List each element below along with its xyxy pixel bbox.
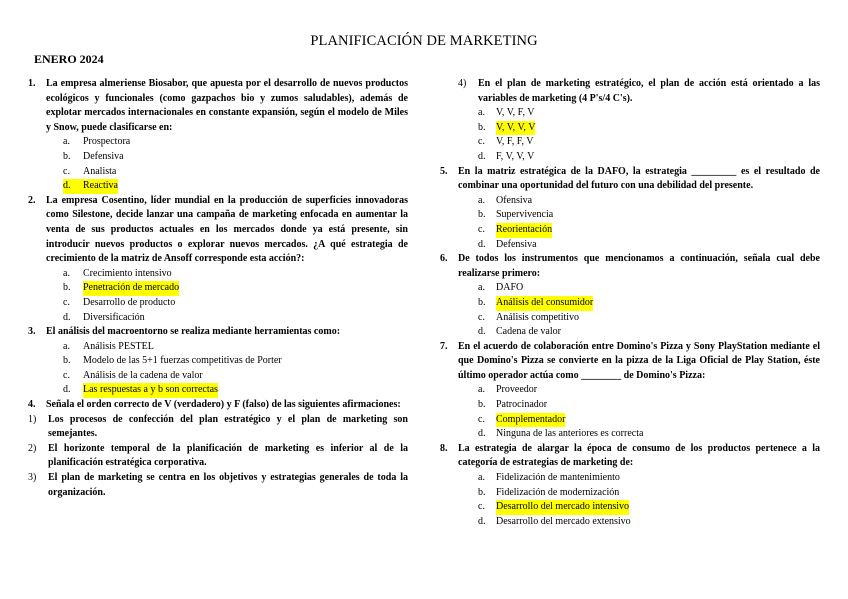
option-c: c. Análisis competitivo xyxy=(478,311,580,323)
option-c-highlighted: c. Complementador xyxy=(440,413,820,428)
options-list xyxy=(440,471,820,529)
question-number: 3. xyxy=(28,326,36,338)
option-c-highlighted: c. Desarrollo del mercado intensivo xyxy=(440,500,820,515)
option-a: a. Análisis PESTEL xyxy=(63,340,154,352)
option-d-highlighted: d. Las respuestas a y b son correctas xyxy=(28,383,408,398)
question-text: La empresa almeriense Biosabor, que apuesta por el desarrollo de nuevos productos ecológicos y funcionales (como gazpachos bio y zumos saludables), además de explotar mercados internacionales en constante expansión, según el modelo de Miles y Snow, puede clasificarse en: xyxy=(46,78,408,133)
option-a: a. Prospectora xyxy=(63,136,131,148)
options-list xyxy=(28,135,408,193)
question-3 xyxy=(28,325,408,340)
question-4 xyxy=(28,398,408,413)
question-5 xyxy=(440,165,820,194)
question-2 xyxy=(28,194,408,267)
options-list xyxy=(440,281,820,339)
left-column xyxy=(28,77,408,500)
option-d-highlighted: d. Reactiva xyxy=(28,179,408,194)
question-8 xyxy=(440,442,820,471)
question-text: De todos los instrumentos que mencionamos a continuación, señala cual debe realizarse primero: xyxy=(458,253,820,279)
options-list xyxy=(28,267,408,325)
question-text: En la matriz estratégica de la DAFO, la estrategia _________ es el resultado de combinar una oportunidad del futuro con una debilidad del presente. xyxy=(458,165,820,192)
option-d: d. Diversificación xyxy=(63,311,145,323)
options-list xyxy=(28,340,408,398)
exam-date: ENERO 2024 xyxy=(34,52,104,66)
question-text: Señala el orden correcto de V (verdadero) y F (falso) de las siguientes afirmaciones: xyxy=(46,399,401,411)
option-b-highlighted: b. Análisis del consumidor xyxy=(440,296,820,311)
question-number: 6. xyxy=(440,253,448,265)
statement-3: 3) El plan de marketing se centra en los objetivos y estrategias generales de toda la organización. xyxy=(28,472,408,498)
option-b: b. Modelo de las 5+1 fuerzas competitivas de Porter xyxy=(63,355,282,367)
question-text: La empresa Cosentino, líder mundial en la producción de superficies innovadoras como Silestone, decide lanzar una campaña de marketing enfocada en aumentar la venta de sus productos actuales en los mercados donde ya está presente, sin introducir nuevos productos o explorar nuevos mercados. ¿A qué estrategia de crecimiento de la matriz de Ansoff corresponde esta acción?: xyxy=(46,194,408,265)
option-c-highlighted: c. Reorientación xyxy=(440,223,820,238)
option-b: b. Defensiva xyxy=(63,150,124,162)
question-number: 1. xyxy=(28,78,36,89)
question-number: 2. xyxy=(28,194,36,206)
option-d: d. Desarrollo del mercado extensivo xyxy=(478,515,631,527)
option-b: b. Fidelización de modernización xyxy=(478,486,620,498)
question-7 xyxy=(440,340,820,384)
statements-list-continued xyxy=(440,77,820,106)
option-c: c. Desarrollo de producto xyxy=(63,296,176,308)
option-a: a. Crecimiento intensivo xyxy=(63,267,172,279)
question-text: En el acuerdo de colaboración entre Domino's Pizza y Sony PlayStation mediante el que Domino's Pizza se convierte en la pizza de la Liga Oficial de Play Station, éste último operador actúa como ________ de Domino's Pizza: xyxy=(458,340,820,381)
option-c: c. V, F, F, V xyxy=(478,136,534,148)
question-text: El análisis del macroentorno se realiza mediante herramientas como: xyxy=(46,326,341,338)
statement-2: 2) El horizonte temporal de la planificación de marketing es inferior al de la planificación estratégica corporativa. xyxy=(28,442,408,469)
question-number: 7. xyxy=(440,340,448,352)
option-d: d. F, V, V, V xyxy=(478,150,535,162)
question-6 xyxy=(440,252,820,281)
option-a: a. Ofensiva xyxy=(478,194,533,206)
option-b: b. Supervivencia xyxy=(478,209,554,221)
options-list xyxy=(440,106,820,164)
question-1 xyxy=(28,77,408,135)
question-number: 8. xyxy=(440,442,448,454)
option-d: d. Cadena de valor xyxy=(478,326,561,338)
question-text: La estrategia de alargar la época de consumo de los productos pertenece a la categoría de estrategias de marketing de: xyxy=(458,442,820,469)
option-d: d. Ninguna de las anteriores es correcta xyxy=(478,428,644,440)
option-c: c. Analista xyxy=(63,165,117,177)
question-number: 5. xyxy=(440,165,448,177)
option-b-highlighted: b. V, V, V, V xyxy=(440,121,820,136)
options-list xyxy=(440,383,820,441)
right-column xyxy=(440,77,820,529)
options-list xyxy=(440,194,820,252)
page-title: PLANIFICACIÓN DE MARKETING xyxy=(310,33,538,49)
statements-list xyxy=(28,413,408,501)
option-a: a. Proveedor xyxy=(478,384,538,396)
option-a: a. Fidelización de mantenimiento xyxy=(478,472,620,484)
option-a: a. DAFO xyxy=(478,282,524,294)
option-a: a. V, V, F, V xyxy=(478,107,535,119)
option-c: c. Análisis de la cadena de valor xyxy=(63,369,203,381)
option-d: d. Defensiva xyxy=(478,238,537,250)
option-b: b. Patrocinador xyxy=(478,399,548,411)
option-b-highlighted: b. Penetración de mercado xyxy=(28,281,408,296)
question-number: 4. xyxy=(28,399,36,411)
statement-4: 4) En el plan de marketing estratégico, el plan de acción está orientado a las variables de marketing (4 P's/4 C's). xyxy=(458,78,820,104)
statement-1: 1) Los procesos de confección del plan estratégico y el plan de marketing son semejantes. xyxy=(28,413,408,440)
